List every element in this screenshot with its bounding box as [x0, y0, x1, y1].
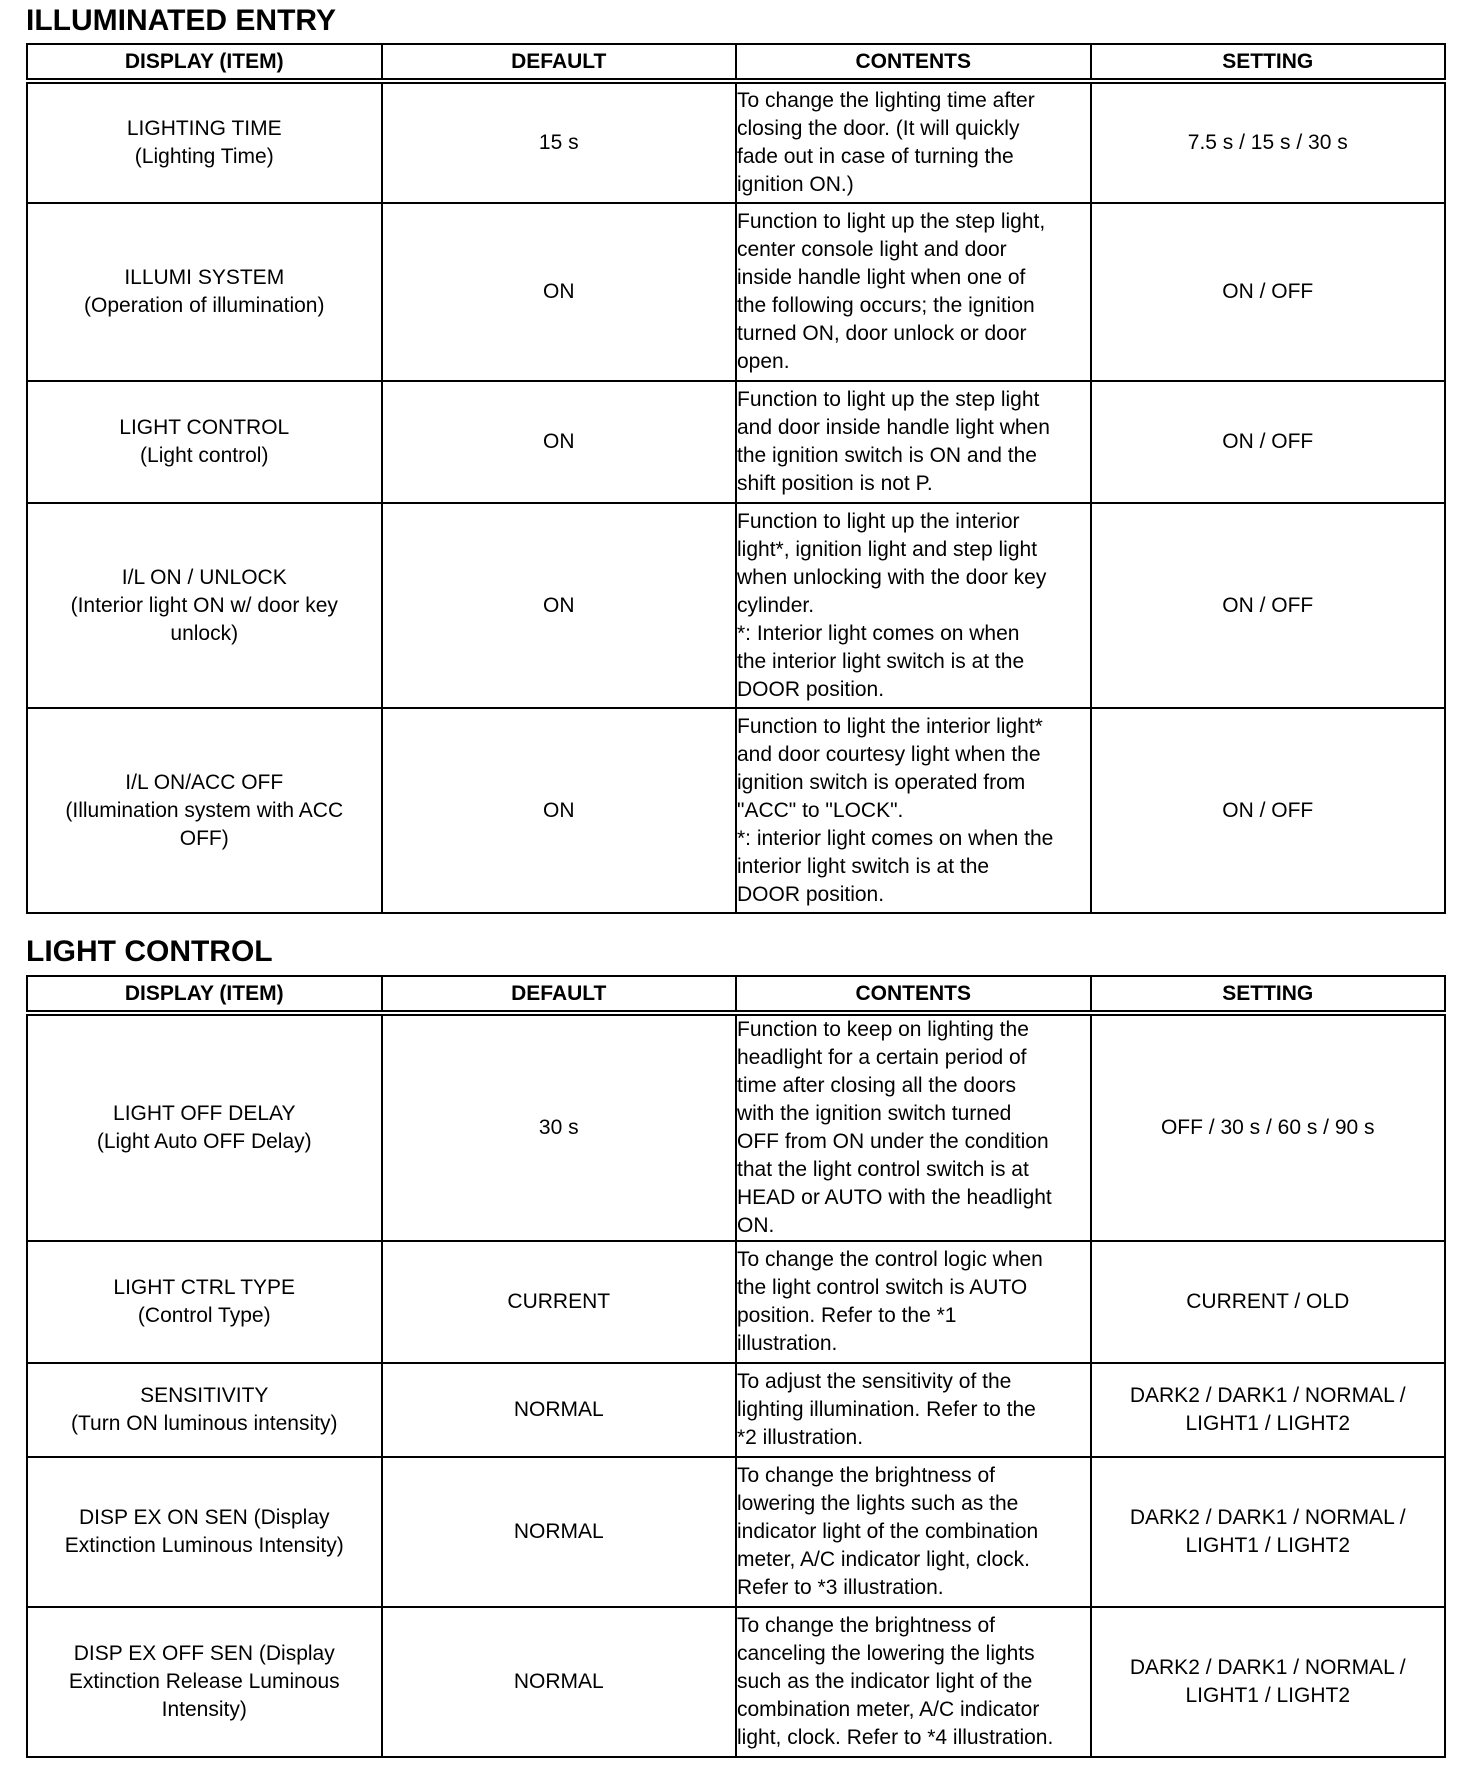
contents-line: *: interior light comes on when the [737, 826, 1054, 850]
contents-line: "ACC" to "LOCK". [737, 798, 904, 822]
display-item-line: SENSITIVITY [140, 1384, 269, 1407]
display-item-cell [27, 381, 382, 503]
display-item-line: LIGHTING TIME [126, 117, 282, 140]
contents-line: and door inside handle light when [737, 416, 1050, 439]
contents-line: To change the control logic when [737, 1248, 1043, 1271]
table-body [27, 1013, 1445, 1757]
display-item-cell [27, 503, 382, 708]
contents-line: time after closing all the doors [737, 1074, 1016, 1097]
contents-line: To adjust the sensitivity of the [737, 1370, 1012, 1393]
display-item-cell [27, 708, 382, 913]
contents-line: the light control switch is AUTO [737, 1276, 1028, 1299]
setting-cell [1091, 1607, 1446, 1757]
contents-cell [736, 1013, 1091, 1241]
column-header-default: DEFAULT [382, 976, 737, 1013]
column-header-display-item: DISPLAY (ITEM) [27, 976, 382, 1013]
default-cell: NORMAL [382, 1457, 737, 1607]
display-item-cell [27, 1013, 382, 1241]
table-row [27, 381, 1445, 503]
display-item-line: DISP EX OFF SEN (Display [73, 1642, 335, 1665]
display-item-line: OFF) [179, 826, 229, 850]
header-row [27, 976, 1445, 1013]
setting-line: LIGHT1 / LIGHT2 [1185, 1684, 1351, 1707]
contents-line: light*, ignition light and step light [737, 537, 1038, 561]
contents-line: ignition switch is operated from [737, 770, 1026, 794]
setting-line: DARK2 / DARK1 / NORMAL / [1129, 1506, 1406, 1529]
table-row [27, 503, 1445, 708]
display-item-cell [27, 1607, 382, 1757]
display-item-line: LIGHT OFF DELAY [113, 1102, 296, 1125]
contents-cell [736, 503, 1091, 708]
contents-line: interior light switch is at the [737, 854, 990, 878]
contents-line: fade out in case of turning the [737, 145, 1014, 168]
setting-cell [1091, 708, 1446, 913]
setting-line: OFF / 30 s / 60 s / 90 s [1160, 1116, 1375, 1139]
contents-line: center console light and door [737, 238, 1007, 261]
setting-line: ON / OFF [1222, 280, 1314, 303]
display-item-line: Extinction Release Luminous [68, 1670, 340, 1693]
display-item-cell [27, 81, 382, 203]
contents-line: lowering the lights such as the [737, 1492, 1019, 1515]
default-cell: ON [382, 503, 737, 708]
setting-cell [1091, 81, 1446, 203]
setting-line: ON / OFF [1222, 430, 1314, 453]
setting-line: LIGHT1 / LIGHT2 [1185, 1534, 1351, 1557]
setting-cell [1091, 503, 1446, 708]
contents-cell [736, 708, 1091, 913]
contents-line: such as the indicator light of the [737, 1670, 1033, 1693]
contents-line: DOOR position. [737, 882, 885, 906]
contents-line: the interior light switch is at the [737, 649, 1025, 673]
setting-line: CURRENT / OLD [1186, 1290, 1350, 1313]
setting-line: ON / OFF [1222, 798, 1314, 822]
setting-line: LIGHT1 / LIGHT2 [1185, 1412, 1351, 1435]
contents-line: Function to keep on lighting the [737, 1018, 1029, 1041]
setting-cell [1091, 1363, 1446, 1457]
contents-line: Function to light up the step light [737, 388, 1040, 411]
display-item-line: ILLUMI SYSTEM [124, 266, 285, 289]
contents-line: OFF from ON under the condition [737, 1130, 1049, 1153]
contents-line: combination meter, A/C indicator [737, 1698, 1040, 1721]
display-item-cell [27, 1241, 382, 1363]
contents-line: To change the brightness of [737, 1464, 996, 1487]
default-cell: NORMAL [382, 1607, 737, 1757]
contents-cell [736, 1607, 1091, 1757]
column-header-contents: CONTENTS [736, 44, 1091, 81]
light-control-table [26, 975, 1446, 1758]
contents-line: cylinder. [737, 593, 815, 617]
contents-cell [736, 1363, 1091, 1457]
contents-line: illustration. [737, 1332, 838, 1355]
contents-cell [736, 81, 1091, 203]
setting-cell [1091, 203, 1446, 381]
display-item-cell [27, 203, 382, 381]
column-header-default: DEFAULT [382, 44, 737, 81]
contents-line: when unlocking with the door key [737, 565, 1047, 589]
display-item-line: LIGHT CTRL TYPE [113, 1276, 296, 1299]
contents-line: indicator light of the combination [737, 1520, 1039, 1543]
contents-line: and door courtesy light when the [737, 742, 1041, 766]
display-item-cell [27, 1457, 382, 1607]
table-row [27, 708, 1445, 913]
contents-line: Refer to *3 illustration. [737, 1576, 944, 1599]
contents-line: shift position is not P. [737, 472, 933, 495]
contents-line: Function to light up the step light, [737, 210, 1046, 233]
display-item-line: (Operation of illumination) [84, 294, 325, 317]
contents-line: open. [737, 350, 790, 373]
contents-line: To change the lighting time after [737, 89, 1035, 112]
contents-line: closing the door. (It will quickly [737, 117, 1020, 140]
table-row [27, 1013, 1445, 1241]
display-item-line: (Turn ON luminous intensity) [71, 1412, 338, 1435]
contents-cell [736, 1241, 1091, 1363]
contents-cell [736, 1457, 1091, 1607]
display-item-cell [27, 1363, 382, 1457]
setting-line: 7.5 s / 15 s / 30 s [1187, 131, 1348, 154]
default-cell: 15 s [382, 81, 737, 203]
table-row [27, 81, 1445, 203]
display-item-line: (Light Auto OFF Delay) [96, 1130, 312, 1153]
contents-line: turned ON, door unlock or door [737, 322, 1027, 345]
display-item-line: I/L ON/ACC OFF [125, 770, 284, 794]
table-row [27, 1457, 1445, 1607]
illuminated-entry-table [26, 43, 1446, 914]
display-item-line: I/L ON / UNLOCK [121, 565, 287, 589]
section-title-illuminated-entry: ILLUMINATED ENTRY [26, 4, 336, 37]
column-header-contents: CONTENTS [736, 976, 1091, 1013]
contents-line: meter, A/C indicator light, clock. [737, 1548, 1030, 1571]
contents-cell [736, 381, 1091, 503]
table-row [27, 203, 1445, 381]
contents-line: position. Refer to the *1 [737, 1304, 957, 1327]
table-row [27, 1363, 1445, 1457]
setting-line: DARK2 / DARK1 / NORMAL / [1129, 1384, 1406, 1407]
display-item-line: LIGHT CONTROL [119, 416, 290, 439]
display-item-line: Intensity) [161, 1698, 247, 1721]
contents-line: *: Interior light comes on when [737, 621, 1020, 645]
setting-cell [1091, 1457, 1446, 1607]
table-row [27, 1241, 1445, 1363]
contents-line: that the light control switch is at [737, 1158, 1029, 1181]
display-item-line: DISP EX ON SEN (Display [78, 1506, 330, 1529]
default-cell: CURRENT [382, 1241, 737, 1363]
column-header-display-item: DISPLAY (ITEM) [27, 44, 382, 81]
default-cell: ON [382, 708, 737, 913]
contents-line: the following occurs; the ignition [737, 294, 1035, 317]
contents-line: with the ignition switch turned [737, 1102, 1012, 1125]
display-item-line: Extinction Luminous Intensity) [64, 1534, 344, 1557]
column-header-setting: SETTING [1091, 44, 1446, 81]
contents-line: headlight for a certain period of [737, 1046, 1027, 1069]
contents-line: ignition ON.) [737, 173, 854, 196]
contents-line: *2 illustration. [737, 1426, 864, 1449]
setting-line: DARK2 / DARK1 / NORMAL / [1129, 1656, 1406, 1679]
table-row [27, 1607, 1445, 1757]
setting-cell [1091, 381, 1446, 503]
contents-line: Function to light the interior light* [737, 714, 1043, 738]
contents-line: DOOR position. [737, 677, 885, 701]
setting-line: ON / OFF [1222, 593, 1314, 617]
contents-line: the ignition switch is ON and the [737, 444, 1037, 467]
header-row [27, 44, 1445, 81]
contents-line: light, clock. Refer to *4 illustration. [737, 1726, 1054, 1749]
default-cell: NORMAL [382, 1363, 737, 1457]
contents-line: HEAD or AUTO with the headlight [737, 1186, 1052, 1209]
default-cell: ON [382, 203, 737, 381]
contents-line: canceling the lowering the lights [737, 1642, 1035, 1665]
contents-line: ON. [737, 1214, 775, 1237]
display-item-line: unlock) [170, 621, 239, 645]
contents-line: To change the brightness of [737, 1614, 996, 1637]
column-header-setting: SETTING [1091, 976, 1446, 1013]
display-item-line: (Control Type) [137, 1304, 271, 1327]
contents-line: inside handle light when one of [737, 266, 1026, 289]
default-cell: 30 s [382, 1013, 737, 1241]
display-item-line: (Interior light ON w/ door key [70, 593, 338, 617]
default-cell: ON [382, 381, 737, 503]
table-body [27, 81, 1445, 913]
setting-cell [1091, 1013, 1446, 1241]
contents-line: Function to light up the interior [737, 509, 1020, 533]
display-item-line: (Illumination system with ACC [65, 798, 344, 822]
setting-cell [1091, 1241, 1446, 1363]
contents-line: lighting illumination. Refer to the [737, 1398, 1036, 1421]
display-item-line: (Light control) [140, 444, 269, 467]
contents-cell [736, 203, 1091, 381]
display-item-line: (Lighting Time) [134, 145, 274, 168]
section-title-light-control: LIGHT CONTROL [26, 935, 273, 968]
